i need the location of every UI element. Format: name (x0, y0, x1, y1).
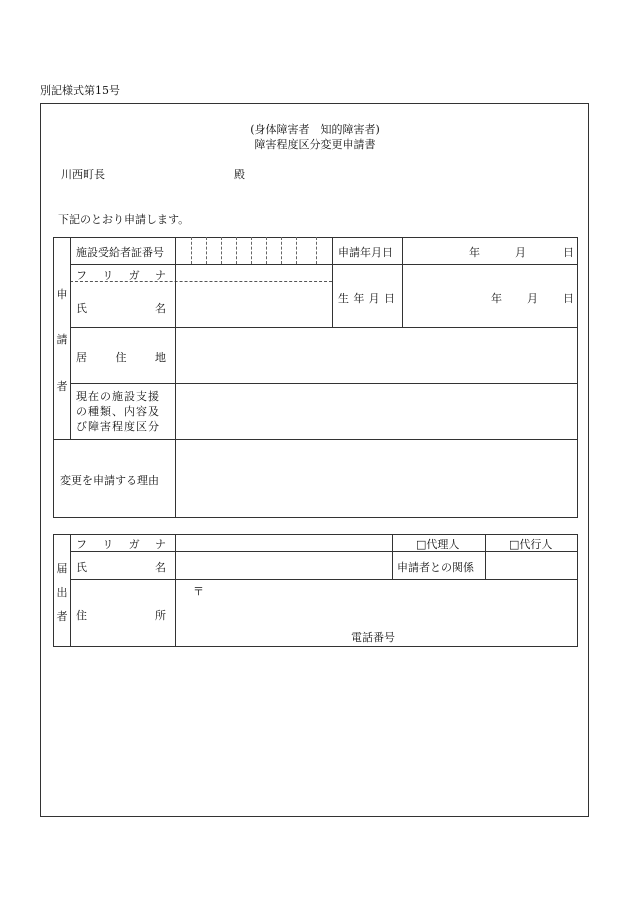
label-char: リ (102, 269, 114, 282)
application-date-month-unit: 月 (515, 246, 526, 259)
notifier-name-label (76, 559, 166, 575)
birthdate-label (338, 290, 395, 306)
label-line: び障害程度区分 (76, 420, 160, 433)
notifier-furigana-label (76, 536, 166, 552)
label-char: 月 (368, 292, 380, 305)
application-date-field[interactable] (406, 240, 574, 262)
notifier-side-label-char: 出 (56, 586, 68, 599)
change-reason-label: 変更を申請する理由 (60, 474, 159, 487)
table-border-right (577, 534, 578, 647)
table-rule (485, 534, 486, 580)
proxy-checkbox[interactable]: □代行人 (509, 538, 553, 551)
label-char: リ (102, 538, 114, 551)
table-border-right (577, 237, 578, 518)
birthdate-year-unit: 年 (491, 292, 502, 305)
table-border-bottom (53, 646, 578, 647)
table-border-top (53, 534, 578, 535)
table-rule (332, 237, 333, 328)
form-title: 障害程度区分変更申請書 (254, 138, 376, 151)
table-rule (53, 439, 578, 440)
applicant-furigana-label (76, 267, 166, 283)
notifier-name-field[interactable] (180, 554, 388, 576)
application-date-day-unit: 日 (563, 246, 574, 259)
notifier-furigana-field[interactable] (180, 536, 388, 549)
addressee: 川西町長 (61, 168, 105, 181)
label-char: ガ (128, 538, 140, 551)
label-char: フ (76, 538, 87, 551)
table-rule (392, 534, 393, 580)
postal-mark: 〒 (193, 585, 204, 598)
applicant-side-label-char: 者 (56, 380, 68, 393)
table-border-bottom (53, 517, 578, 518)
application-date-year-unit: 年 (469, 246, 480, 259)
phone-label: 電話番号 (351, 631, 395, 644)
label-char: 地 (155, 351, 166, 364)
notifier-side-label-char: 者 (56, 610, 68, 623)
table-rule (70, 237, 71, 440)
honorific: 殿 (234, 168, 245, 181)
residence-field[interactable] (180, 330, 574, 380)
label-char: 生 (338, 292, 349, 305)
label-char: 名 (155, 561, 166, 574)
table-rule (70, 264, 578, 265)
intro-text: 下記のとおり申請します。 (58, 213, 190, 226)
change-reason-field[interactable] (180, 442, 574, 514)
label-char: ガ (128, 269, 140, 282)
applicant-side-label-char: 申 (56, 288, 68, 301)
current-support-field[interactable] (180, 386, 574, 436)
table-rule (402, 237, 403, 328)
label-char: 氏 (76, 561, 87, 574)
applicant-name-label (76, 300, 166, 316)
label-char: ナ (154, 269, 166, 282)
applicant-side-label-char: 請 (56, 333, 68, 346)
birthdate-field[interactable] (406, 268, 574, 324)
birthdate-day-unit: 日 (563, 292, 574, 305)
table-rule (175, 237, 176, 518)
cert-number-label: 施設受給者証番号 (76, 246, 164, 259)
relation-field[interactable] (489, 554, 574, 576)
label-char: 名 (155, 302, 166, 315)
applicant-name-field[interactable] (180, 285, 330, 325)
current-support-label (76, 389, 160, 434)
label-char: 日 (383, 292, 395, 305)
table-rule (70, 579, 578, 580)
agent-checkbox[interactable]: □代理人 (416, 538, 460, 551)
label-char: 所 (155, 609, 166, 622)
label-char: 住 (76, 609, 87, 622)
form-number-label: 別記様式第15号 (40, 84, 120, 97)
label-char: 年 (353, 292, 365, 305)
relation-label: 申請者との関係 (397, 561, 474, 574)
label-line: の種類、内容及 (76, 405, 160, 418)
notifier-side-label-char: 届 (56, 562, 68, 575)
label-char: 住 (115, 351, 127, 364)
label-line: 現在の施設支援 (76, 390, 160, 403)
table-rule (70, 383, 578, 384)
label-char: 氏 (76, 302, 87, 315)
phone-field[interactable] (400, 626, 574, 643)
table-rule (70, 327, 578, 328)
applicant-furigana-field[interactable] (180, 266, 330, 280)
label-char: フ (76, 269, 87, 282)
label-char: ナ (154, 538, 166, 551)
birthdate-month-unit: 月 (527, 292, 538, 305)
notifier-address-field[interactable] (206, 582, 574, 622)
table-rule (70, 534, 71, 647)
table-rule (175, 534, 176, 647)
form-title-category: (身体障害者 知的障害者) (250, 123, 380, 136)
cert-number-field[interactable] (180, 240, 330, 262)
notifier-address-label (76, 607, 166, 623)
application-date-label: 申請年月日 (338, 246, 393, 259)
residence-label (76, 349, 166, 365)
label-char: 居 (76, 351, 87, 364)
